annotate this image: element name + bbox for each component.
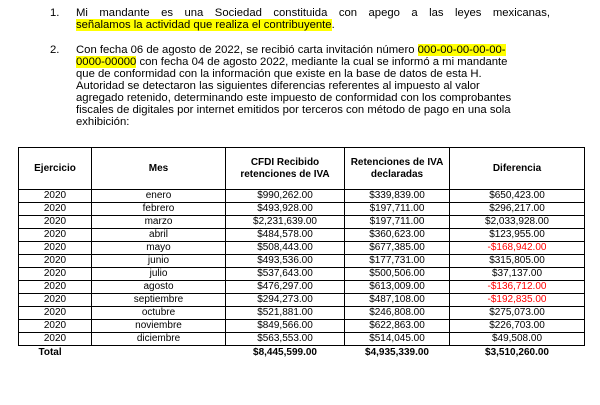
header-cfdi-recibido: CFDI Recibido retenciones de IVA [226,148,345,190]
cell-cfdi: $476,297.00 [226,281,345,294]
header-diferencia: Diferencia [450,148,585,190]
table-row [19,281,585,294]
total-row [19,346,585,361]
cell-declared: $622,863.00 [345,320,450,333]
table-row [19,190,585,203]
differences-table [18,147,585,360]
cell-declared: $197,711.00 [345,216,450,229]
cell-declared: $514,045.00 [345,333,450,346]
cell-declared: $246,808.00 [345,307,450,320]
cell-cfdi: $563,553.00 [226,333,345,346]
cell-declared: $177,731.00 [345,255,450,268]
header-ejercicio: Ejercicio [19,148,92,190]
cell-month: junio [92,255,226,268]
total-empty [92,346,226,361]
cell-year: 2020 [19,294,92,307]
paragraph-2-line-1-prefix: Con fecha 06 de agosto de 2022, se recibió carta invitación número [76,44,418,56]
cell-year: 2020 [19,242,92,255]
cell-declared: $360,623.00 [345,229,450,242]
paragraph-1-number: 1. [50,7,60,19]
cell-month: agosto [92,281,226,294]
table-row [19,216,585,229]
cell-declared: $487,108.00 [345,294,450,307]
table-row [19,255,585,268]
cell-cfdi: $521,881.00 [226,307,345,320]
cell-cfdi: $537,643.00 [226,268,345,281]
cell-month: marzo [92,216,226,229]
paragraph-1-line-2 [76,19,550,31]
paragraph-2-line-2 [76,56,550,68]
highlighted-text: señalamos la actividad que realiza el contribuyente [76,19,332,31]
cell-month: noviembre [92,320,226,333]
cell-cfdi: $484,578.00 [226,229,345,242]
cell-month: mayo [92,242,226,255]
cell-year: 2020 [19,268,92,281]
cell-year: 2020 [19,281,92,294]
cell-declared: $339,839.00 [345,190,450,203]
paragraph-2-line-1 [76,44,550,56]
total-diff: $3,510,260.00 [485,347,549,358]
cell-diff: $296,217.00 [450,203,585,216]
cell-declared: $197,711.00 [345,203,450,216]
cell-diff: $650,423.00 [450,190,585,203]
header-retenciones-declaradas: Retenciones de IVA declaradas [345,148,450,190]
table-header-row [19,148,585,190]
cell-month: febrero [92,203,226,216]
paragraph-1 [50,7,550,31]
cell-cfdi: $990,262.00 [226,190,345,203]
paragraph-2-line-7: exhibición: [76,116,130,128]
table-row [19,294,585,307]
table-body [19,190,585,361]
header-mes: Mes [92,148,226,190]
table-row [19,307,585,320]
paragraph-1-line-1: Mi mandante es una Sociedad constituida con apego a las leyes mexicanas, [76,7,550,19]
paragraph-1-line-2-rest: . [331,19,335,31]
cell-year: 2020 [19,203,92,216]
total-declared: $4,935,339.00 [365,347,429,358]
paragraph-2-line-6: fiscales de digitales por internet emitidos por terceros con método de pago en una sola [76,104,511,116]
cell-diff: $2,033,928.00 [450,216,585,229]
cell-month: julio [92,268,226,281]
cell-diff: $226,703.00 [450,320,585,333]
cell-year: 2020 [19,229,92,242]
table-row [19,229,585,242]
paragraph-2-line-5: agregado retenido, determinando este impuesto de conformidad con los comprobantes [76,92,512,104]
cell-month: octubre [92,307,226,320]
paragraph-2 [50,44,550,128]
table-row [19,320,585,333]
cell-year: 2020 [19,307,92,320]
cell-diff: -$168,942.00 [450,242,585,255]
cell-cfdi: $294,273.00 [226,294,345,307]
cell-diff: -$192,835.00 [450,294,585,307]
cell-cfdi: $2,231,639.00 [226,216,345,229]
cell-month: diciembre [92,333,226,346]
invitation-number-part-1: 000-00-00-00-00- [417,44,506,56]
cell-diff: $123,955.00 [450,229,585,242]
cell-declared: $500,506.00 [345,268,450,281]
paragraph-2-number: 2. [50,44,60,56]
cell-declared: $613,009.00 [345,281,450,294]
paragraph-2-line-4: Autoridad se detectaron las siguientes diferencias referentes al impuesto al valor [76,80,480,92]
cell-year: 2020 [19,190,92,203]
table-row [19,203,585,216]
cell-year: 2020 [19,333,92,346]
cell-diff: $49,508.00 [450,333,585,346]
cell-year: 2020 [19,216,92,229]
cell-month: abril [92,229,226,242]
cell-diff: $315,805.00 [450,255,585,268]
cell-month: septiembre [92,294,226,307]
table-row [19,268,585,281]
cell-year: 2020 [19,320,92,333]
cell-declared: $677,385.00 [345,242,450,255]
paragraph-2-line-2-rest: con fecha 04 de agosto 2022, mediante la cual se informó a mi mandante [136,56,508,68]
cell-cfdi: $508,443.00 [226,242,345,255]
paragraph-2-line-3: que de conformidad con la información que existe en la base de datos de esta H. [76,68,482,80]
cell-diff: $275,073.00 [450,307,585,320]
cell-diff: $37,137.00 [450,268,585,281]
cell-year: 2020 [19,255,92,268]
table-row [19,242,585,255]
cell-month: enero [92,190,226,203]
cell-cfdi: $493,928.00 [226,203,345,216]
cell-diff: -$136,712.00 [450,281,585,294]
table-row [19,333,585,346]
total-cfdi: $8,445,599.00 [253,347,317,358]
invitation-number-part-2: 0000-00000 [76,56,137,68]
total-label: Total [38,347,62,358]
cell-cfdi: $849,566.00 [226,320,345,333]
cell-cfdi: $493,536.00 [226,255,345,268]
